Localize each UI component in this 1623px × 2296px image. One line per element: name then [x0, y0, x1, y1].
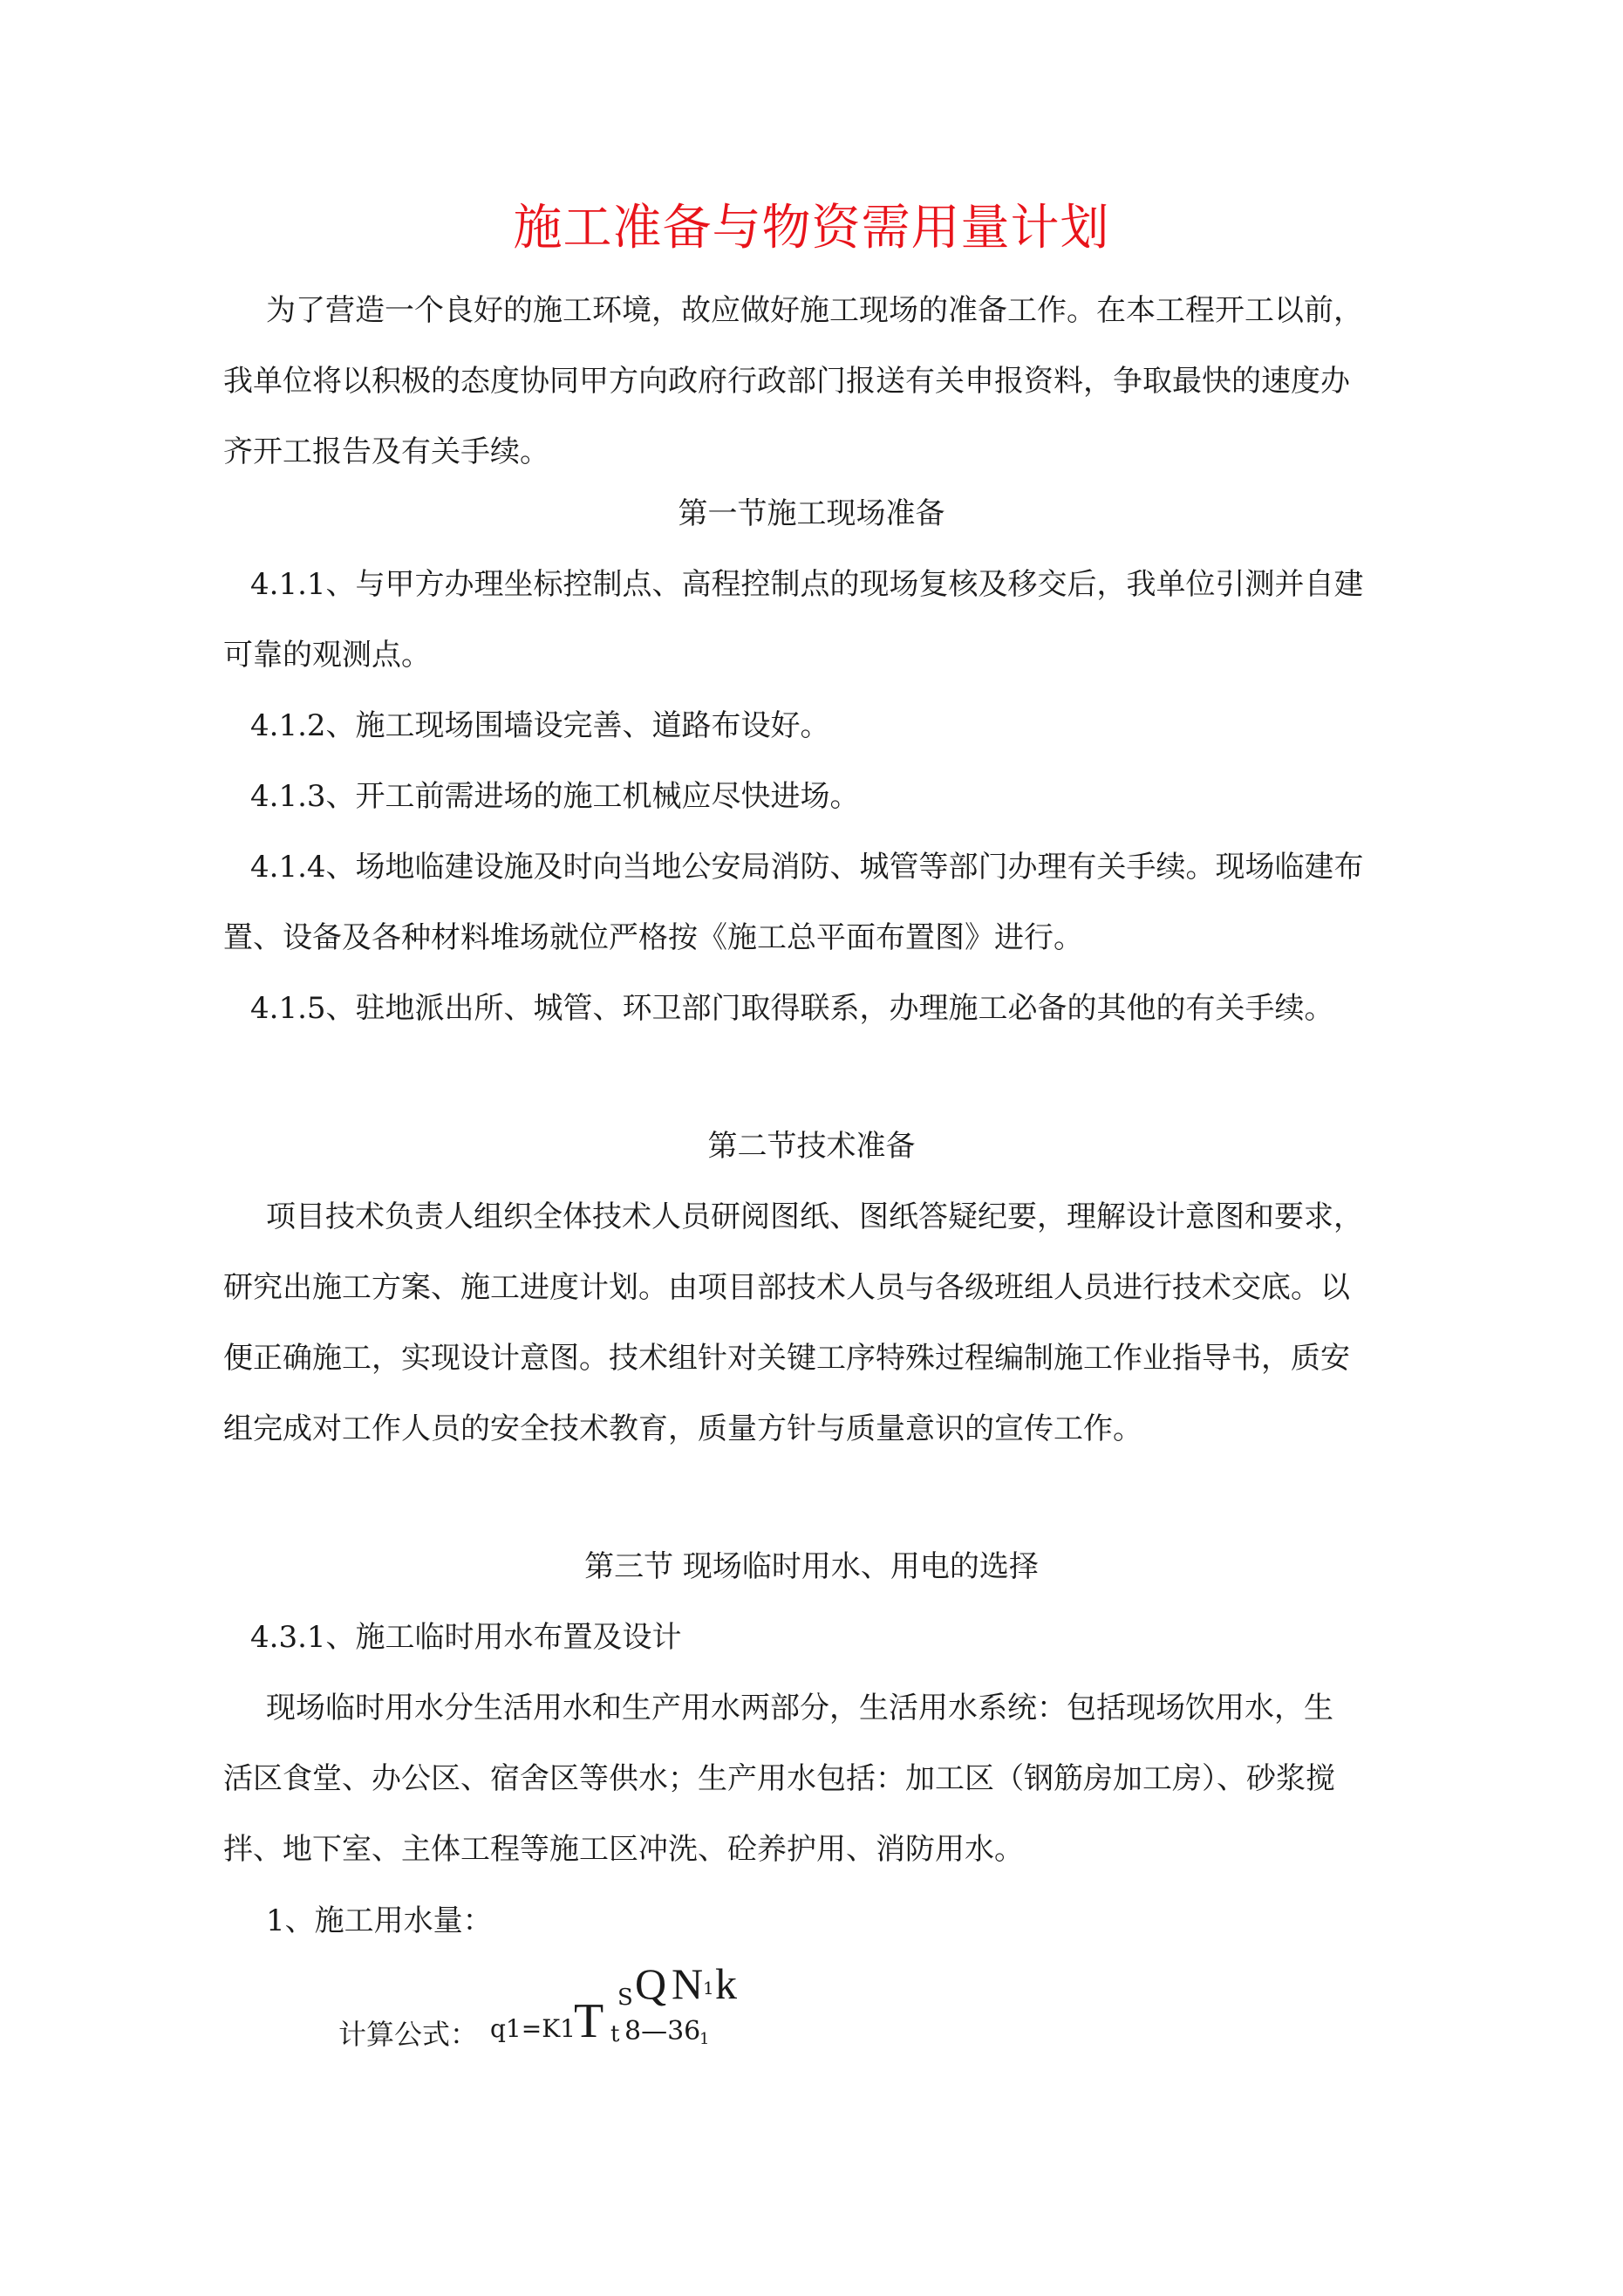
section1-heading: 第一节施工现场准备 — [678, 496, 945, 531]
formula-N: N — [672, 1959, 704, 2008]
s3-para-line-3: 拌、地下室、主体工程等施工区冲洗、砼养护用、消防用水。 — [223, 1832, 1024, 1867]
s1-item-3: 4.1.3、开工前需进场的施工机械应尽快进场。 — [250, 779, 860, 814]
intro-line-3: 齐开工报告及有关手续。 — [223, 434, 549, 469]
formula-k: k — [715, 1959, 737, 2008]
s3-subheading-1: 4.3.1、施工临时用水布置及设计 — [250, 1620, 682, 1655]
s1-item-4-line-2: 置、设备及各种材料堆场就位严格按《施工总平面布置图》进行。 — [223, 920, 1083, 955]
s2-line-3: 便正确施工，实现设计意图。技术组针对关键工序特殊过程编制施工作业指导书，质安 — [223, 1341, 1350, 1376]
formula-denominator: 8—36 — [624, 2016, 701, 2047]
s1-item-2: 4.1.2、施工现场围墙设完善、道路布设好。 — [250, 708, 830, 743]
s1-item-5: 4.1.5、驻地派出所、城管、环卫部门取得联系，办理施工必备的其他的有关手续。 — [250, 991, 1334, 1026]
formula-label: 计算公式： — [338, 2018, 479, 2051]
s3-para-line-1: 现场临时用水分生活用水和生产用水两部分，生活用水系统：包括现场饮用水，生 — [266, 1691, 1333, 1725]
s2-line-2: 研究出施工方案、施工进度计划。由项目部技术人员与各级班组人员进行技术交底。以 — [223, 1270, 1350, 1305]
formula-sub2: 1 — [699, 2030, 710, 2048]
s3-item-1: 1、施工用水量： — [266, 1903, 493, 1938]
intro-line-2: 我单位将以积极的态度协同甲方向政府行政部门报送有关申报资料，争取最快的速度办 — [223, 364, 1350, 399]
intro-line-1: 为了营造一个良好的施工环境，故应做好施工现场的准备工作。在本工程开工以前， — [266, 293, 1363, 328]
formula-sub1: 1 — [703, 1978, 714, 1999]
s2-line-1: 项目技术负责人组织全体技术人员研阅图纸、图纸答疑纪要，理解设计意图和要求， — [266, 1199, 1363, 1234]
formula-T: T — [574, 1994, 604, 2048]
section2-heading: 第二节技术准备 — [707, 1129, 916, 1164]
s3-para-line-2: 活区食堂、办公区、宿舍区等供水；生产用水包括：加工区（钢筋房加工房）、砂浆搅 — [223, 1761, 1335, 1796]
formula-Q: Q — [635, 1959, 667, 2008]
page-title: 施工准备与物资需用量计划 — [513, 200, 1110, 256]
formula-t: t — [610, 2021, 620, 2047]
s1-item-4-line-1: 4.1.4、场地临建设施及时向当地公安局消防、城管等部门办理有关手续。现场临建布 — [250, 850, 1364, 885]
section3-heading: 第三节 现场临时用水、用电的选择 — [584, 1549, 1039, 1584]
s2-line-4: 组完成对工作人员的安全技术教育，质量方针与质量意识的宣传工作。 — [223, 1411, 1142, 1446]
s1-item-1-line-2: 可靠的观测点。 — [223, 638, 431, 673]
formula-lhs: q1=K1 — [490, 2014, 576, 2043]
water-formula — [338, 1958, 862, 2054]
formula-S: S — [617, 1985, 633, 2011]
s1-item-1-line-1: 4.1.1、与甲方办理坐标控制点、高程控制点的现场复核及移交后，我单位引测并自建 — [250, 567, 1364, 602]
